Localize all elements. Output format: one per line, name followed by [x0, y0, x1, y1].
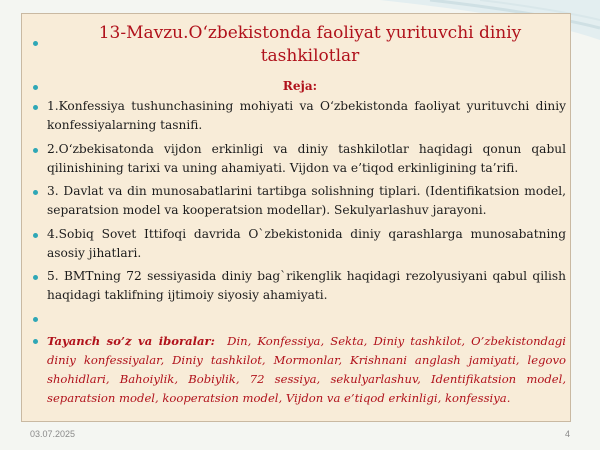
bullet-icon — [33, 105, 38, 110]
plan-item-3: 3. Davlat va din munosabatlarini tartibga solishning tiplari. (Identifikatsion model, separatsion model va kooperatsion modellar). Sekulyarlashuv jarayoni. — [47, 184, 566, 217]
page-number: 4 — [565, 429, 571, 439]
keywords-paragraph — [47, 332, 566, 408]
plan-item-2: 2.O‘zbekisatonda vijdon erkinligi va diniy tashkilotlar haqidagi qonun qabul qilinishining tarixi va uning ahamiyati. Vijdon va e’tiqod erkinligining ta’rifi. — [47, 142, 566, 175]
bullet-icon — [33, 233, 38, 238]
bullet-icon — [33, 148, 38, 153]
keywords-label: Tayanch so’z va iboralar: — [47, 334, 215, 348]
slide-title: 13-Mavzu.O‘zbekistonda faoliyat yurituvchi diniy tashkilotlar — [98, 23, 522, 66]
plan-item-4: 4.Sobiq Sovet Ittifoqi davrida O`zbekistonida diniy qarashlarga munosabatning asosiy jihatlari. — [47, 227, 566, 260]
bullet-icon — [33, 41, 38, 46]
plan-heading: Reja: — [282, 79, 318, 93]
keywords-list: Din, Konfessiya, Sekta, Diniy tashkilot, O’zbekistondagi diniy konfessiyalar, Diniy tashkilot, Mormonlar, Krishnani anglash jamiyati, legovo shohidlari, Bahoiylik, Bobiylik, 72 sessiya, sekulyarlashuv, Identifikatsion model, separatsion model, kooperatsion model, Vijdon va e’tiqod erkinligi, konfessiya. — [47, 334, 567, 405]
plan-item-1: 1.Konfessiya tushunchasining mohiyati va O‘zbekistonda faoliyat yurituvchi diniy konfessiyalarning tasnifi. — [47, 99, 566, 132]
bullet-icon — [33, 317, 38, 322]
bullet-icon — [33, 339, 38, 344]
footer-date: 03.07.2025 — [30, 429, 76, 439]
bullet-icon — [33, 275, 38, 280]
bullet-icon — [33, 190, 38, 195]
plan-item-5: 5. BMTning 72 sessiyasida diniy bag`rikenglik haqidagi rezolyusiyani qabul qilish haqidagi taklifning ijtimoiy siyosiy ahamiyati. — [47, 269, 566, 302]
